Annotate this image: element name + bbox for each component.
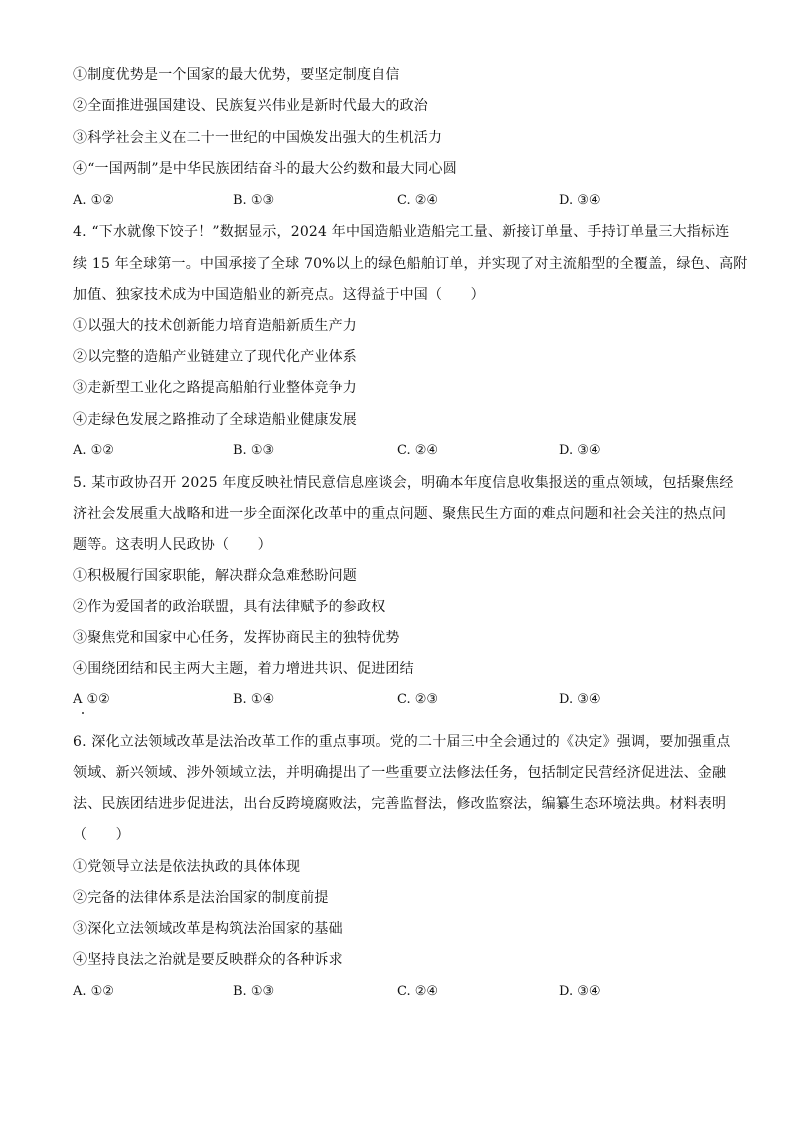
q4-choice-b[interactable]: B. ①③ <box>233 443 275 458</box>
q5-stem-line-2: 济社会发展重大战略和进一步全面深化改革中的重点问题、聚焦民生方面的难点问题和社会关注的热点问 <box>73 506 727 522</box>
q6-stem-line-2: 领域、新兴领域、涉外领域立法，并明确提出了一些重要立法修法任务，包括制定民营经济促进法、金融 <box>73 765 727 781</box>
q5-choice-c[interactable]: C. ②③ <box>397 692 439 707</box>
q4-option-4: ④走绿色发展之路推动了全球造船业健康发展 <box>73 412 357 428</box>
q3-choice-b[interactable]: B. ①③ <box>233 193 275 208</box>
q4-option-3: ③走新型工业化之路提高船舶行业整体竞争力 <box>73 380 357 396</box>
q6-choice-a[interactable]: A. ①② <box>73 984 114 999</box>
q4-option-2: ②以完整的造船产业链建立了现代化产业体系 <box>73 349 357 365</box>
q5-option-1: ①积极履行国家职能，解决群众急难愁盼问题 <box>73 568 357 584</box>
q6-option-1: ①党领导立法是依法执政的具体体现 <box>73 859 301 875</box>
q5-stem-line-3: 题等。这表明人民政协（ ） <box>73 537 272 553</box>
q3-option-2: ②全面推进强国建设、民族复兴伟业是新时代最大的政治 <box>73 98 428 114</box>
q3-option-1: ①制度优势是一个国家的最大优势，要坚定制度自信 <box>73 67 400 83</box>
q4-choice-c[interactable]: C. ②④ <box>397 443 439 458</box>
q3-option-4: ④“一国两制”是中华民族团结奋斗的最大公约数和最大同心圆 <box>73 161 457 177</box>
q6-stem-line-1: 6. 深化立法领域改革是法治改革工作的重点事项。党的二十届三中全会通过的《决定》强调，要加强重点 <box>73 734 731 750</box>
q4-stem-line-2: 续 15 年全球第一。中国承接了全球 70%以上的绿色船舶订单，并实现了对主流船型的全覆盖，绿色、高附 <box>73 256 748 272</box>
q5-stem-line-1: 5. 某市政协召开 2025 年度反映社情民意信息座谈会，明确本年度信息收集报送的重点领域，包括聚焦经 <box>73 475 734 491</box>
q6-choice-c[interactable]: C. ②④ <box>397 984 439 999</box>
q5-option-3: ③聚焦党和国家中心任务，发挥协商民主的独特优势 <box>73 630 400 646</box>
q4-stem-line-3: 加值、独家技术成为中国造船业的新亮点。这得益于中国（ ） <box>73 287 485 303</box>
q3-choice-a[interactable]: A. ①② <box>73 193 114 208</box>
q3-choice-d[interactable]: D. ③④ <box>559 193 601 208</box>
q5-choice-b[interactable]: B. ①④ <box>233 692 275 707</box>
q6-option-2: ②完备的法律体系是法治国家的制度前提 <box>73 890 329 906</box>
q6-choice-d[interactable]: D. ③④ <box>559 984 601 999</box>
q6-stem-line-3: 法、民族团结进步促进法，出台反跨境腐败法，完善监督法，修改监察法，编纂生态环境法典。材料表明 <box>73 796 727 812</box>
q5-choice-a[interactable]: A ①② <box>73 692 110 707</box>
q5-option-4: ④围绕团结和民主两大主题，着力增进共识、促进团结 <box>73 661 414 677</box>
q5-option-2: ②作为爱国者的政治联盟，具有法律赋予的参政权 <box>73 599 386 615</box>
q4-stem-line-1: 4. “下水就像下饺子！”数据显示，2024 年中国造船业造船完工量、新接订单量、手持订单量三大指标连 <box>73 224 730 240</box>
q6-option-3: ③深化立法领域改革是构筑法治国家的基础 <box>73 921 343 937</box>
q4-choice-a[interactable]: A. ①② <box>73 443 114 458</box>
q5-choice-d[interactable]: D. ③④ <box>559 692 601 707</box>
q3-choice-c[interactable]: C. ②④ <box>397 193 439 208</box>
q3-option-3: ③科学社会主义在二十一世纪的中国焕发出强大的生机活力 <box>73 130 443 146</box>
q6-choice-b[interactable]: B. ①③ <box>233 984 275 999</box>
q4-choice-d[interactable]: D. ③④ <box>559 443 601 458</box>
q4-option-1: ①以强大的技术创新能力培育造船新质生产力 <box>73 318 357 334</box>
stray-dot-mark <box>82 712 84 714</box>
q6-stem-line-4: （ ） <box>73 827 130 843</box>
q6-option-4: ④坚持良法之治就是要反映群众的各种诉求 <box>73 952 343 968</box>
